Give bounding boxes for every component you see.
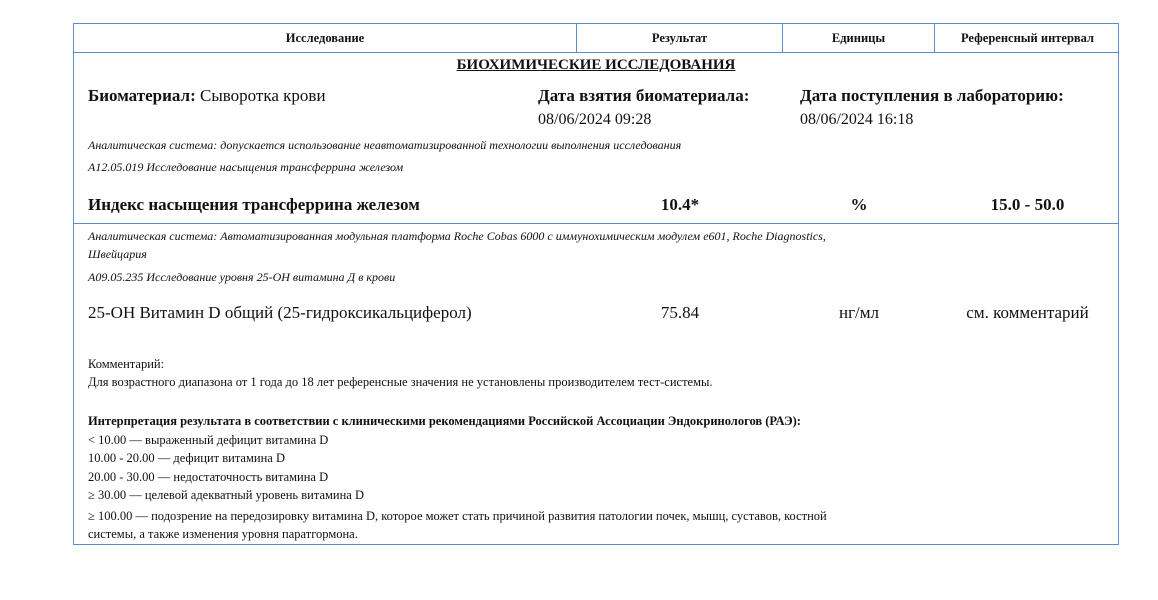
biomaterial-value: Сыворотка крови bbox=[199, 86, 326, 105]
test1-reference: 15.0 - 50.0 bbox=[990, 195, 1065, 214]
biomaterial-label: Биоматериал: bbox=[88, 86, 196, 105]
section-title: БИОХИМИЧЕСКИЕ ИССЛЕДОВАНИЯ bbox=[456, 57, 736, 73]
test1-units: % bbox=[850, 195, 868, 214]
table-header bbox=[74, 24, 1118, 53]
comment-label: Комментарий: bbox=[88, 357, 165, 371]
test2-analytic-system-line1: Аналитическая система: Автоматизированная модульная платформа Roche Cobas 6000 с иммунохимическим модулем e601, Roche Diagnostics, bbox=[88, 229, 826, 243]
test2-reference: см. комментарий bbox=[966, 303, 1089, 322]
interpretation-line: < 10.00 — выраженный дефицит витамина D bbox=[88, 433, 329, 447]
test2-units: нг/мл bbox=[838, 303, 880, 322]
interpretation-line: системы, а также изменения уровня паратгормона. bbox=[88, 527, 358, 541]
row-divider bbox=[74, 223, 1118, 224]
collection-date-value: 08/06/2024 09:28 bbox=[538, 111, 652, 128]
interpretation-line: ≥ 100.00 — подозрение на передозировку витамина D, которое может стать причиной развития патологии почек, мышц, суставов, костной bbox=[88, 509, 827, 523]
interpretation-title: Интерпретация результата в соответствии с клиническими рекомендациями Российской Ассоциации Эндокринологов (РАЭ): bbox=[88, 414, 801, 428]
test1-result: 10.4* bbox=[660, 195, 700, 214]
test1-code: A12.05.019 Исследование насыщения трансферрина железом bbox=[88, 160, 404, 174]
test2-name: 25-OH Витамин D общий (25-гидроксикальциферол) bbox=[88, 303, 472, 322]
header-test: Исследование bbox=[74, 24, 577, 52]
received-date-value: 08/06/2024 16:18 bbox=[800, 111, 914, 128]
comment-text: Для возрастного диапазона от 1 года до 18 лет референсные значения не установлены производителем тест-системы. bbox=[88, 375, 713, 389]
interpretation-line: 10.00 - 20.00 — дефицит витамина D bbox=[88, 451, 285, 465]
header-units: Единицы bbox=[783, 24, 935, 52]
test2-code: A09.05.235 Исследование уровня 25-ОН витамина Д в крови bbox=[88, 270, 396, 284]
lab-report-table bbox=[73, 23, 1119, 545]
test1-analytic-system: Аналитическая система: допускается использование неавтоматизированной технологии выполнения исследования bbox=[88, 138, 682, 152]
test1-name: Индекс насыщения трансферрина железом bbox=[88, 195, 420, 214]
interpretation-line: ≥ 30.00 — целевой адекватный уровень витамина D bbox=[88, 488, 365, 502]
interpretation-line: 20.00 - 30.00 — недостаточность витамина D bbox=[88, 470, 329, 484]
header-reference: Референсный интервал bbox=[960, 31, 1095, 45]
biomaterial bbox=[88, 86, 326, 106]
test2-analytic-system-line2: Швейцария bbox=[88, 247, 147, 261]
test2-result: 75.84 bbox=[660, 303, 700, 322]
collection-date-label: Дата взятия биоматериала: bbox=[538, 86, 750, 105]
received-date-label: Дата поступления в лабораторию: bbox=[800, 86, 1064, 105]
header-result: Результат bbox=[577, 24, 783, 52]
